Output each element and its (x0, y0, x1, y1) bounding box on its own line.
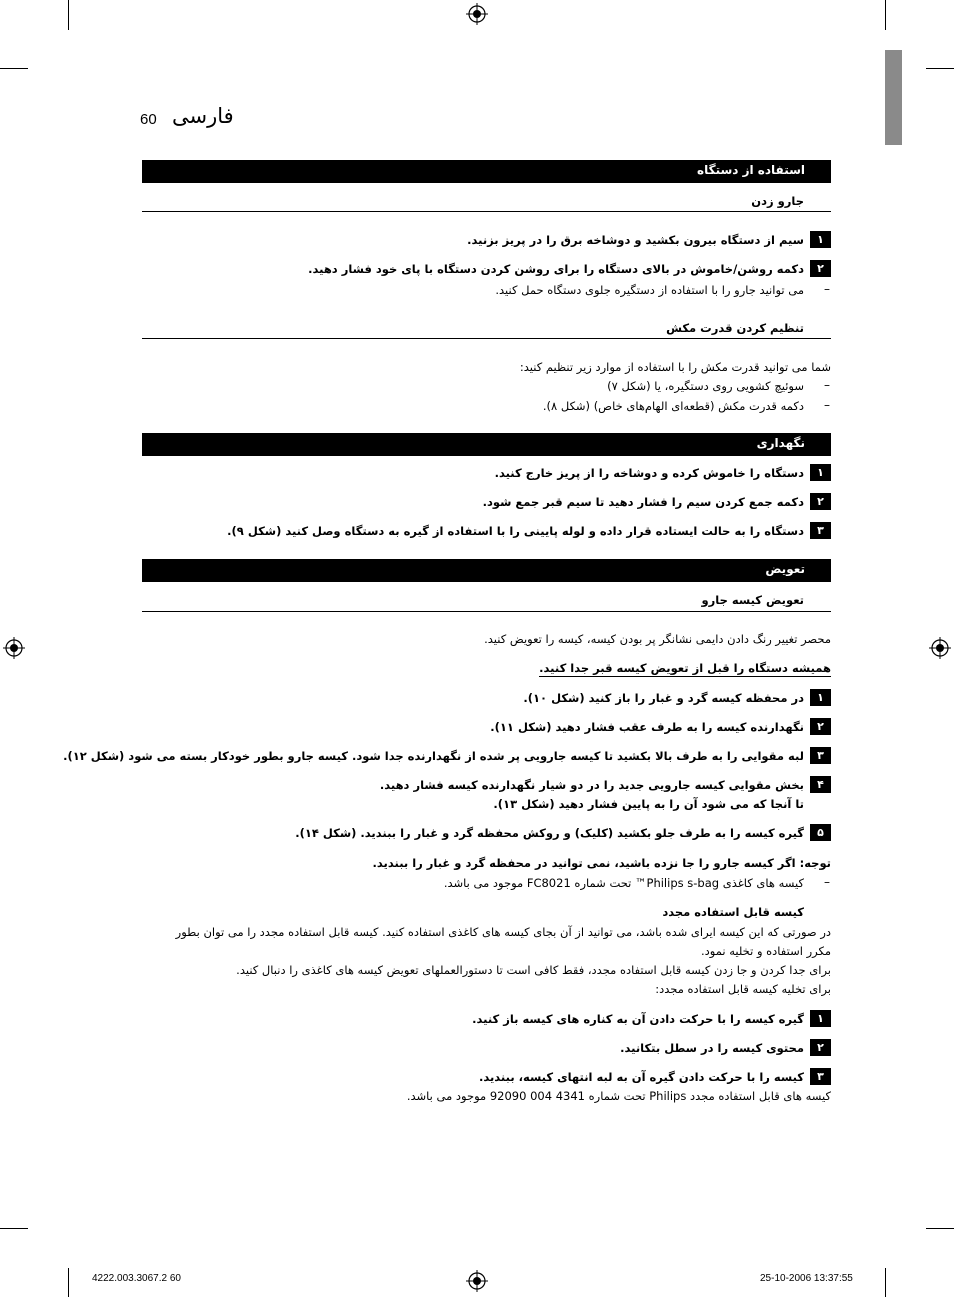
step-number: ۲ (810, 1039, 831, 1056)
step-text: لبه مقوایی را به طرف بالا بکشید تا کیسه جارویی پر شده از نگهدارنده جدا شود. کیسه جارو بطور خودکار بسته می شود (شکل ۱۲). (63, 749, 804, 763)
underlined-subheading: همیشه دستگاه را قبل از تعویض کیسه قبر جدا کنید. (539, 661, 831, 675)
bullet-text: سوئیچ کشویی روی دستگیره، یا (شکل ۷) (607, 379, 804, 393)
crop-mark (0, 1228, 28, 1229)
step-text: گیره کیسه را با حرکت دادن آن به کناره های کیسه باز کنید. (472, 1012, 804, 1026)
divider (142, 211, 831, 212)
footer-right: 25-10-2006 13:37:55 (760, 1273, 853, 1284)
step-number: ۳ (810, 1068, 831, 1085)
step-number: ۱ (810, 689, 831, 706)
crop-mark (885, 1268, 886, 1297)
step-number: ۲ (810, 260, 831, 277)
step-text: دستگاه را خاموش کرده و دوشاخه را از پریز خارج کنید. (494, 466, 804, 480)
language-tab (885, 50, 902, 145)
paragraph: شما می توانید قدرت مکش را با استفاده از موارد زیر تنظیم کنید: (519, 360, 831, 374)
paragraph: محصر تغییر رنگ دادن دایمی نشانگر پر بودن کیسه، کیسه را تعویض کنید. (484, 632, 831, 646)
step-text: دکمه روشن/خاموش در بالای دستگاه را برای روشن کردن دستگاه با پای خود فشار دهید. (308, 262, 804, 276)
paragraph: مکرر استفاده و تخلیه نمود. (701, 944, 831, 958)
divider (142, 338, 831, 339)
bullet-text: دکمه قدرت مکش (قطعه‌ای الهام‌های خاص) (شکل ۸). (542, 399, 804, 413)
page-number: 60 (140, 111, 157, 128)
step-number: ۳ (810, 747, 831, 764)
registration-mark-icon (3, 637, 25, 659)
divider (142, 611, 831, 612)
footer-left: 4222.003.3067.2 60 (92, 1273, 181, 1284)
bullet-dash: – (824, 378, 830, 392)
subheading: تنظیم کردن قدرت مکش (666, 321, 804, 335)
section-heading-bar: تعویض (142, 559, 831, 582)
step-number: ۵ (810, 824, 831, 841)
paragraph: در صورتی که این کیسه ایرای شده باشد، می توانید از آن بجای کیسه های کاغذی استفاده کنید. کیسه قابل استفاده مجدد را می توان بطور (175, 925, 831, 939)
subheading: تعویض کیسه جارو (701, 593, 804, 607)
note: توجه: اگر کیسه جارو را جا نزده باشید، نمی توانید در محفظه گرد و غبار را ببندید. (372, 856, 831, 870)
crop-mark (926, 68, 954, 69)
registration-mark-icon (929, 637, 951, 659)
registration-mark-icon (466, 1270, 488, 1292)
subheading: کیسه قابل استفاده مجدد (662, 905, 804, 919)
step-text: دکمه جمع کردن سیم را فشار دهید تا سیم قبر جمع شود. (482, 495, 804, 509)
crop-mark (0, 68, 28, 69)
paragraph: کیسه های قابل استفاده مجدد Philips تحت شماره 4341 004 92090 موجود می باشد. (406, 1089, 831, 1103)
section-heading-bar: استفاده از دستگاه (142, 160, 831, 183)
crop-mark (885, 0, 886, 30)
step-text: دستگاه را به حالت ایستاده قرار داده و لوله پایینی را با استفاده از گیره به دستگاه وصل کنید (شکل ۹). (227, 524, 804, 538)
subheading: جارو زدن (751, 194, 804, 208)
crop-mark (68, 1268, 69, 1297)
step-text: محتوی کیسه را در سطل بتکانید. (620, 1041, 804, 1055)
bullet-dash: – (824, 282, 830, 296)
step-text: بخش مقوایی کیسه جارویی جدید را در دو شیار نگهدارنده کیسه فشار دهید. (379, 778, 804, 792)
paragraph: برای تخلیه کیسه قابل استفاده مجدد: (655, 982, 831, 996)
step-number: ۴ (810, 776, 831, 793)
page-title (140, 106, 300, 136)
step-text: در محفظه کیسه گرد و غبار را باز کنید (شکل ۱۰). (523, 691, 804, 705)
section-heading-bar: نگهداری (142, 433, 831, 456)
bullet-text: می توانید جارو را با استفاده از دستگیره جلوی دستگاه حمل کنید. (495, 283, 804, 297)
step-number: ۱ (810, 231, 831, 248)
bullet-dash: – (824, 875, 830, 889)
bullet-text: کیسه های کاغذی Philips s-bag™ تحت شماره FC8021 موجود می باشد. (443, 876, 804, 890)
crop-mark (926, 1228, 954, 1229)
paragraph: برای جدا کردن و جا زدن کیسه قابل استفاده مجدد، فقط کافی است تا دستورالعملهای تعویض کیسه های کاغذی را دنبال کنید. (236, 963, 831, 977)
step-number: ۳ (810, 522, 831, 539)
bullet-dash: – (824, 398, 830, 412)
step-number: ۲ (810, 493, 831, 510)
step-text: کیسه را با حرکت دادن گیره آن به لبه انتهای کیسه، ببندید. (478, 1070, 804, 1084)
step-number: ۲ (810, 718, 831, 735)
step-text-continued: تا آنجا که می شود آن را به پایین فشار دهید (شکل ۱۳). (493, 797, 804, 811)
step-number: ۱ (810, 464, 831, 481)
step-number: ۱ (810, 1010, 831, 1027)
step-text: گیره کیسه را به طرف جلو بکشید (کلیک) و روکش محفظه گرد و غبار را ببندید. (شکل ۱۴). (295, 826, 804, 840)
language-title: فارسی (172, 104, 234, 128)
step-text: سیم از دستگاه بیرون بکشید و دوشاخه برق را در پریز بزنید. (467, 233, 804, 247)
crop-mark (68, 0, 69, 30)
step-text: نگهدارنده کیسه را به طرف عقب فشار دهید (شکل ۱۱). (490, 720, 804, 734)
registration-mark-icon (466, 3, 488, 25)
